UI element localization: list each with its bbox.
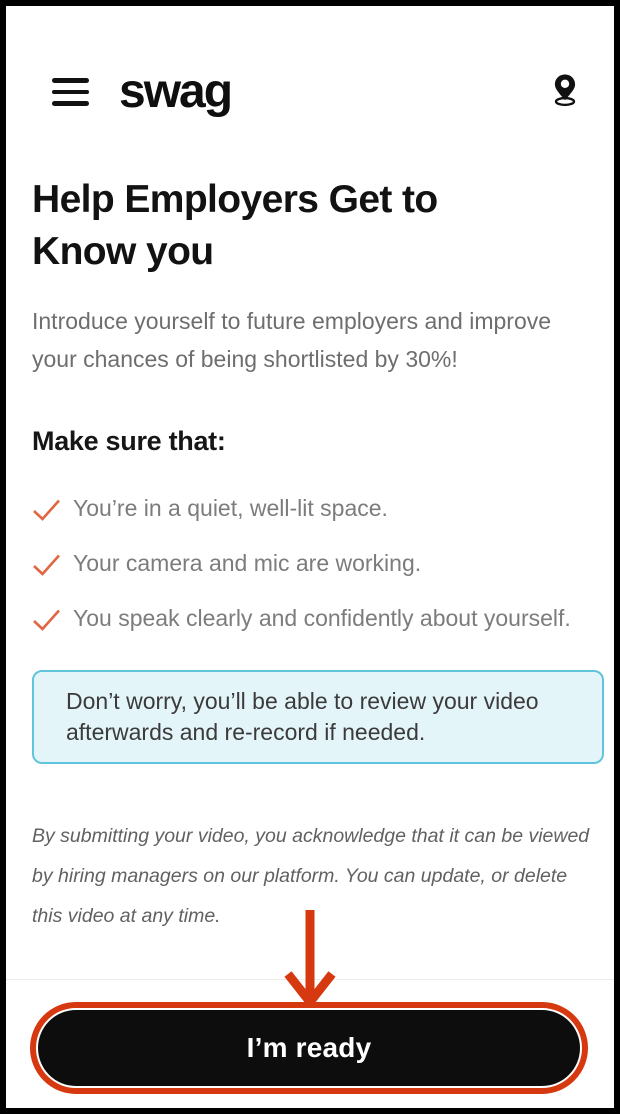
checklist-item <box>32 489 572 528</box>
header <box>52 65 580 118</box>
hamburger-menu-icon[interactable] <box>52 78 89 106</box>
attention-down-arrow-icon <box>282 910 338 1013</box>
highlight-ring <box>30 1002 588 1094</box>
checklist <box>32 489 594 638</box>
checklist-title: Make sure that: <box>32 426 226 456</box>
page-title-line2: Know you <box>32 230 214 273</box>
checkmark-icon <box>32 498 61 522</box>
checkmark-icon <box>32 608 61 632</box>
intro-text: Introduce yourself to future employers and improve your chances of being shortlisted by 30%! <box>32 308 552 372</box>
legal-disclaimer: By submitting your video, you acknowledge that it can be viewed by hiring managers on our platform. You can update, or delete this video at any time. <box>32 825 590 927</box>
page-title-line1: Help Employers Get to <box>32 178 438 221</box>
info-callout: Don’t worry, you’ll be able to review your video afterwards and re-record if needed. <box>32 670 604 764</box>
location-pin-icon[interactable] <box>550 73 580 112</box>
checklist-item <box>32 599 572 638</box>
checkmark-icon <box>32 553 61 577</box>
im-ready-button[interactable]: I’m ready <box>38 1010 580 1086</box>
checklist-item-text: You’re in a quiet, well-lit space. <box>73 495 388 521</box>
page-title <box>32 174 594 278</box>
checklist-item-text: Your camera and mic are working. <box>73 550 422 576</box>
checklist-item-text: You speak clearly and confidently about yourself. <box>73 605 571 631</box>
checklist-item <box>32 544 572 583</box>
app-logo[interactable]: swag <box>119 65 232 118</box>
